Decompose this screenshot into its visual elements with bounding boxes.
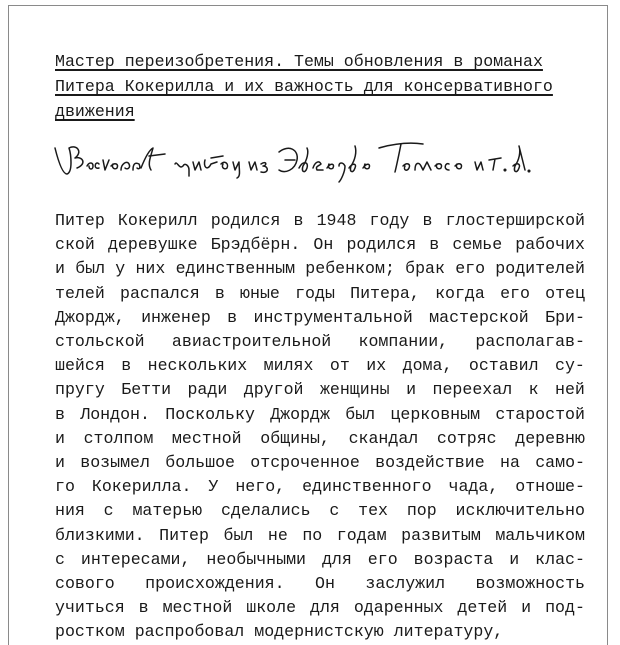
body-word: шейся (55, 356, 105, 376)
body-word: ней (555, 380, 585, 400)
body-word: литературу, (393, 622, 504, 642)
body-word: Кокерилл (117, 211, 198, 230)
body-word: Кокерилла. (91, 477, 192, 497)
body-word: в (138, 598, 149, 618)
body-word: Бри- (545, 307, 585, 327)
body-word: го (55, 477, 75, 497)
body-word: нескольких (147, 356, 248, 376)
body-word: в (214, 283, 225, 303)
body-word: мастерской (429, 307, 529, 327)
body-word: близкими. (55, 525, 145, 545)
body-word: в (227, 307, 238, 327)
body-word: распробовал (134, 622, 245, 642)
title-line: Мастер переизобретения. Темы обновления в романах (55, 52, 543, 71)
body-word: милях (263, 356, 314, 376)
document-page (8, 5, 608, 645)
body-word: брак (405, 259, 445, 279)
body-line (55, 378, 585, 402)
body-word: него, (235, 477, 286, 497)
body-word: чада, (448, 477, 499, 497)
body-line (55, 257, 585, 281)
body-word: большое (165, 453, 235, 473)
body-word: церковным (390, 404, 481, 424)
body-word: возымел (80, 453, 150, 473)
title-line: Питера Кокерилла и их важность для консервативного (55, 77, 553, 96)
body-word: У (208, 477, 219, 497)
body-word: в (55, 404, 65, 424)
body-word: развитым (401, 525, 481, 545)
body-word: ростком (55, 622, 125, 642)
body-word: су- (555, 356, 585, 376)
body-word: и (55, 428, 65, 448)
handwritten-note (53, 134, 533, 194)
body-line (55, 499, 585, 523)
body-word: семье (452, 235, 503, 255)
body-word: Брэдбёрн. (210, 235, 301, 255)
body-word: с (55, 549, 65, 569)
body-word: местной (162, 598, 233, 618)
body-word: отсроченное (250, 453, 360, 473)
body-word: был (223, 525, 254, 545)
body-word: компании, (358, 332, 449, 352)
body-word: Он (315, 574, 335, 594)
body-word: Джордж (270, 404, 330, 424)
body-line (55, 572, 585, 596)
body-line (55, 475, 585, 499)
body-word: необычными (206, 549, 307, 569)
body-word: учиться (55, 598, 125, 618)
body-word: ради (187, 380, 228, 400)
body-word: и (406, 380, 417, 400)
body-line (55, 524, 585, 548)
body-word: деревушке (107, 235, 198, 255)
body-word: другой (243, 380, 304, 400)
body-word: инструментальной (253, 307, 413, 327)
body-word: женщины (319, 380, 390, 400)
body-word: Он (313, 235, 334, 255)
body-word: ния (55, 501, 85, 521)
body-line (55, 403, 585, 427)
body-word: когда (435, 283, 485, 303)
body-word: в (422, 211, 433, 230)
body-word: авиастроительной (171, 332, 332, 352)
body-word: у (115, 259, 126, 279)
body-word: глостерширской (445, 211, 585, 230)
body-word: по (302, 525, 323, 545)
body-word: и (55, 259, 65, 279)
body-word: местной (171, 428, 242, 448)
body-word: Бетти (121, 380, 172, 400)
body-word: клас- (535, 549, 585, 569)
body-word: стольской (55, 332, 145, 352)
body-word: детей (457, 598, 508, 618)
body-word: был (75, 259, 106, 279)
body-word: общины, (260, 428, 330, 448)
body-word: пругу (55, 380, 105, 400)
body-word: Питер (55, 211, 105, 230)
body-word: инженер (141, 307, 211, 327)
body-word: под- (545, 598, 585, 618)
body-word: одаренных (353, 598, 444, 618)
body-word: Лондон. (80, 404, 150, 424)
body-word: Джордж, (55, 307, 125, 327)
body-line (55, 451, 585, 475)
handwritten-note-drawing (53, 134, 533, 194)
body-line (55, 282, 585, 306)
body-line (55, 330, 585, 354)
body-word: единственного (302, 477, 432, 497)
body-word: к (528, 380, 539, 400)
body-word: не (267, 525, 288, 545)
body-word: дома, (402, 356, 453, 376)
body-word: в (429, 235, 440, 255)
body-text (55, 209, 585, 645)
body-word: заслужил (365, 574, 446, 594)
body-word: и (509, 549, 520, 569)
body-word: располагав- (475, 332, 585, 352)
body-word: сотряс (436, 428, 497, 448)
body-word: них (135, 259, 166, 279)
body-word: и (55, 453, 65, 473)
body-word: мальчиком (495, 525, 585, 545)
body-word: для (310, 598, 340, 618)
body-word: годы (295, 283, 335, 303)
body-word: Питера, (350, 283, 420, 303)
body-word: оставил (468, 356, 539, 376)
body-word: в (121, 356, 132, 376)
body-word: происхождения. (145, 574, 285, 594)
body-word: ской (55, 235, 95, 255)
body-word: скандал (348, 428, 419, 448)
body-word: сового (55, 574, 115, 594)
body-word: возраста (413, 549, 494, 569)
body-word: с (103, 501, 114, 521)
body-word: годам (336, 525, 387, 545)
body-word: единственным (175, 259, 296, 279)
body-word: в (293, 211, 304, 230)
body-word: отноше- (515, 477, 585, 497)
body-word: 1948 (316, 211, 357, 230)
document-title (55, 49, 585, 124)
body-line (55, 209, 585, 233)
body-word: и (521, 598, 532, 618)
body-word: родителей (495, 259, 585, 279)
body-word: для (321, 549, 352, 569)
body-word: родился (346, 235, 417, 255)
body-word: был (345, 404, 376, 424)
body-word: матерью (132, 501, 203, 521)
body-line (55, 354, 585, 378)
body-word: телей (55, 283, 105, 303)
body-word: распался (120, 283, 200, 303)
body-word: старостой (495, 404, 585, 424)
title-line: движения (55, 102, 135, 121)
body-word: школе (246, 598, 297, 618)
body-word: модернистскую (254, 622, 384, 642)
body-word: переехал (432, 380, 513, 400)
body-word: рабочих (515, 235, 585, 255)
body-word: пор (406, 501, 437, 521)
body-line (55, 596, 585, 620)
body-line (55, 233, 585, 257)
body-word: столпом (83, 428, 154, 448)
body-word: тех (358, 501, 389, 521)
body-word: родился (210, 211, 281, 230)
body-word: его (500, 283, 530, 303)
body-word: деревню (515, 428, 585, 448)
body-word: исключительно (455, 501, 585, 521)
body-word: Питер (159, 525, 209, 545)
body-word: отец (545, 283, 585, 303)
body-word: его (455, 259, 486, 279)
body-word: воздействие (375, 453, 485, 473)
body-word: само- (535, 453, 585, 473)
body-line (55, 548, 585, 572)
body-line (55, 306, 585, 330)
body-word: интересами, (80, 549, 191, 569)
body-word: от (329, 356, 350, 376)
body-word: их (366, 356, 387, 376)
body-word: возможность (475, 574, 585, 594)
body-word: с (329, 501, 340, 521)
body-line (55, 427, 585, 451)
body-word: сделались (220, 501, 311, 521)
body-word: его (367, 549, 398, 569)
body-word: на (499, 453, 520, 473)
body-word: Поскольку (165, 404, 255, 424)
body-word: году (369, 211, 410, 230)
body-word: ребенком; (305, 259, 395, 279)
body-word: юные (240, 283, 280, 303)
